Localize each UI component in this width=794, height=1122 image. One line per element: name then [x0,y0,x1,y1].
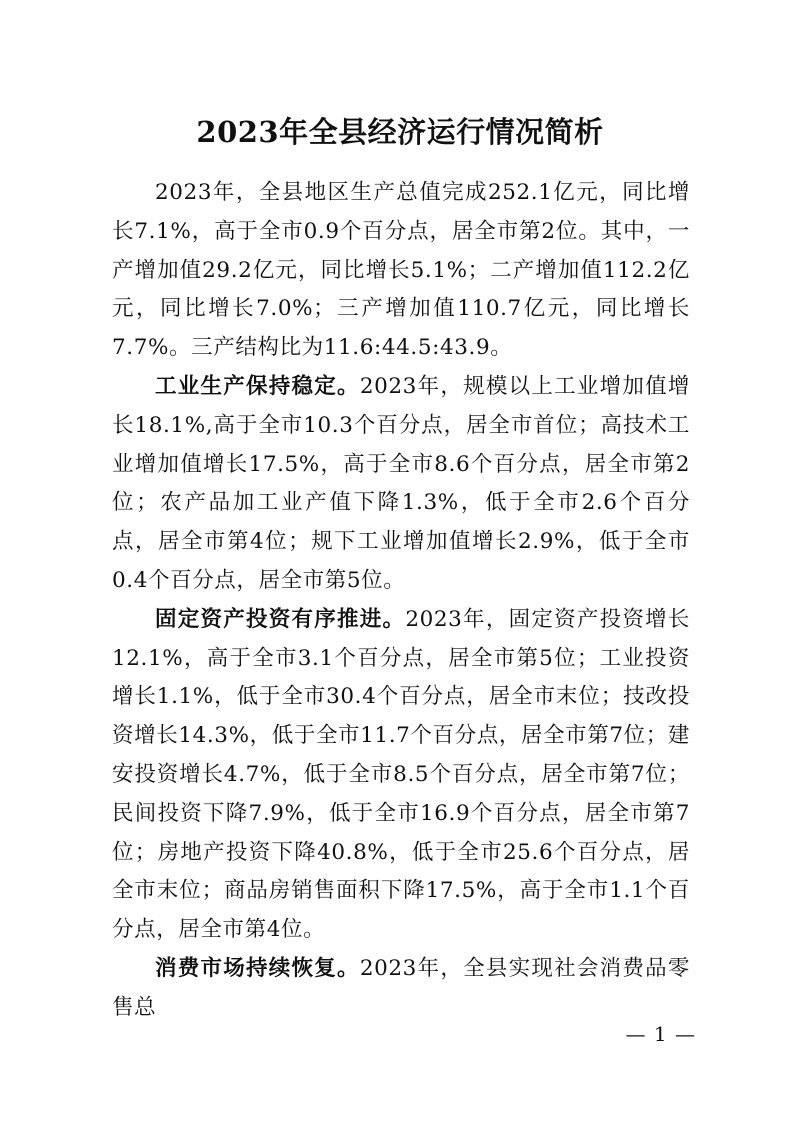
document-body [112,174,690,1028]
paragraph-text: 2023年，全县实现社会消费品零售总 [112,955,690,1020]
paragraph-lead: 固定资产投资有序推进。 [155,606,406,632]
paragraph-text: 2023年，规模以上工业增加值增长18.1%,高于全市10.3个百分点，居全市首位；高技术工业增加值增长17.5%，高于全市8.6个百分点，居全市第2位；农产品加工业产值下降1.3%，低于全市2.6个百分点，居全市第4位；规下工业增加值增长2.9%，低于全市0.4个百分点，居全市第5位。 [112,373,690,593]
paragraph-industrial-production [112,368,690,601]
paragraph-consumer-market [112,950,690,1028]
paragraph-text: 2023年，固定资产投资增长12.1%，高于全市3.1个百分点，居全市第5位；工业投资增长1.1%，低于全市30.4个百分点，居全市末位；技改投资增长14.3%，低于全市11.7个百分点，居全市第7位；建安投资增长4.7%，低于全市8.5个百分点，居全市第7位；民间投资下降7.9%，低于全市16.9个百分点，居全市第7位；房地产投资下降40.8%，低于全市25.6个百分点，居全市末位；商品房销售面积下降17.5%，高于全市1.1个百分点，居全市第4位。 [112,606,690,943]
document-title: 2023年全县经济运行情况简析 [196,115,604,149]
paragraph-fixed-asset-investment [112,601,690,950]
paragraph-text: 2023年，全县地区生产总值完成252.1亿元，同比增长7.1%，高于全市0.9个百分点，居全市第2位。其中，一产增加值29.2亿元，同比增长5.1%；二产增加值112.2亿元，同比增长7.0%；三产增加值110.7亿元，同比增长7.7%。三产结构比为11.6:44.5:43.9。 [112,180,690,361]
paragraph-gdp-overview [112,174,690,368]
page-number: — 1 — [625,1022,696,1046]
paragraph-lead: 消费市场持续恢复。 [155,955,360,981]
paragraph-lead: 工业生产保持稳定。 [155,373,360,399]
